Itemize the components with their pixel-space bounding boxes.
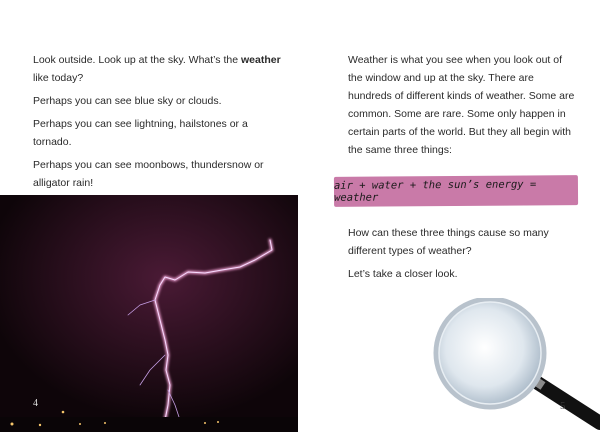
page-number-4: 4 bbox=[33, 398, 38, 409]
lightning-photo bbox=[0, 195, 298, 432]
page-number-5: 5 bbox=[560, 400, 566, 412]
paragraph: Perhaps you can see moonbows, thundersnow or alligator rain! bbox=[33, 159, 264, 189]
left-page-text bbox=[33, 51, 293, 197]
text: Look outside. Look up at the sky. What’s the bbox=[33, 54, 241, 66]
paragraph: Let’s take a closer look. bbox=[348, 268, 458, 280]
magnifying-glass-image bbox=[425, 298, 600, 432]
paragraph: Perhaps you can see blue sky or clouds. bbox=[33, 95, 222, 107]
paragraph: Perhaps you can see lightning, hailstones or a tornado. bbox=[33, 118, 248, 148]
weather-formula-banner: air + water + the sun’s energy = weather bbox=[334, 175, 578, 207]
paragraph: Weather is what you see when you look out of the window and up at the sky. There are hundreds of different kinds of weather. Some are common. Some are rare. Some only happen in certain parts of the world. But they all begin with the same three things: bbox=[348, 54, 575, 156]
right-page-text-after bbox=[348, 224, 578, 288]
text: like today? bbox=[33, 72, 84, 84]
paragraph: How can these three things cause so many different types of weather? bbox=[348, 227, 549, 257]
keyword-weather: weather bbox=[241, 54, 281, 66]
right-page-text bbox=[348, 51, 578, 164]
intro-paragraph bbox=[33, 51, 293, 87]
